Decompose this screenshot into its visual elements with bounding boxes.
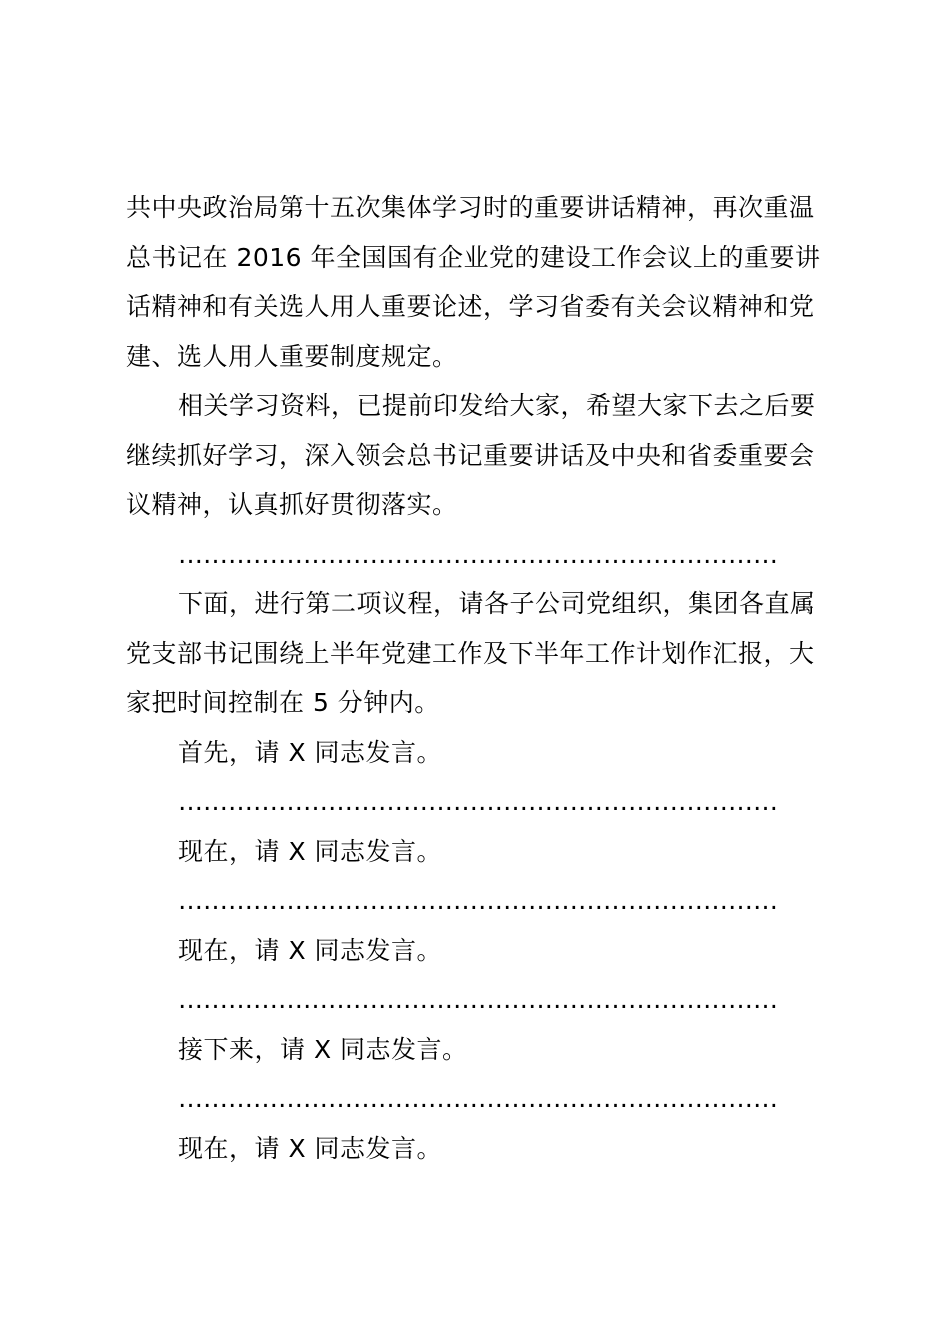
text-line: 相关学习资料，已提前印发给大家，希望大家下去之后要 [178,391,816,420]
document-body [126,183,832,1173]
text-line: 话精神和有关选人用人重要论述，学习省委有关会议精神和党 [126,292,815,321]
speaker-call-5: 现在，请 X 同志发言。 [178,1133,443,1163]
text-line: 共中央政治局第十五次集体学习时的重要讲话精神，再次重温 [126,193,815,222]
ellipsis-separator: ……………………………………………………………… [178,787,778,816]
ellipsis-separator: ……………………………………………………………… [178,886,778,915]
text-line: 党支部书记围绕上半年党建工作及下半年工作计划作汇报，大 [126,638,815,668]
speaker-call-4: 接下来，请 X 同志发言。 [178,1034,468,1064]
paragraph-study-spirit [126,183,832,381]
ellipsis-separator: ……………………………………………………………… [178,539,778,569]
ellipsis-separator: ……………………………………………………………… [178,1084,778,1113]
ellipsis-separator: ……………………………………………………………… [178,985,778,1014]
text-line: 家把时间控制在 5 分钟内。 [126,688,440,717]
speaker-call-1: 首先，请 X 同志发言。 [178,737,443,767]
speaker-call-2: 现在，请 X 同志发言。 [178,836,443,866]
text-line: 总书记在 2016 年全国国有企业党的建设工作会议上的重要讲 [126,242,821,272]
paragraph-study-materials [126,381,832,530]
text-line: 继续抓好学习，深入领会总书记重要讲话及中央和省委重要会 [126,440,815,470]
paragraph-agenda-item-two [126,579,832,728]
text-line: 议精神，认真抓好贯彻落实。 [126,490,458,519]
speaker-call-3: 现在，请 X 同志发言。 [178,935,443,965]
text-line: 下面，进行第二项议程，请各子公司党组织，集团各直属 [178,589,816,618]
text-line: 建、选人用人重要制度规定。 [126,341,458,371]
